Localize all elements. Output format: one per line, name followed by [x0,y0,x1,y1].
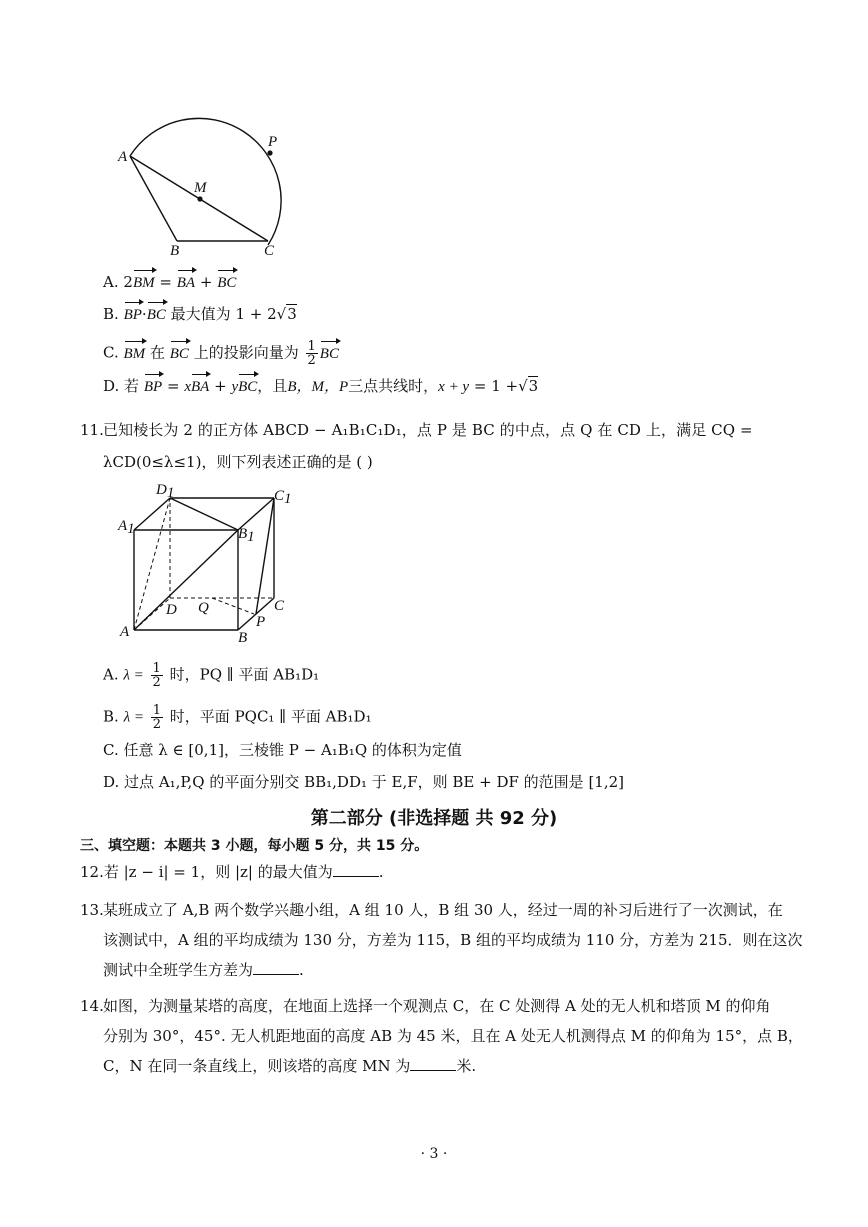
q11-option-c: C. 任意 λ ∈ [0,1]，三棱锥 P − A₁B₁Q 的体积为定值 [103,741,462,759]
label-A: A [118,149,128,165]
q13-line1: 某班成立了 A,B 两个数学兴趣小组，A 组 10 人，B 组 30 人，经过一周的补习后进行了一次测试，在 [103,901,783,919]
label-C: C [274,598,285,614]
label-A: A [120,624,130,640]
label-B: B [170,243,180,259]
label-D1: D1 [156,482,175,501]
point-P-dot [267,150,272,155]
q14-number: 14. [80,997,104,1015]
q10-option-c: C. BM 在 BC 上的投影向量为 $\frac{1}{2}$ BC [103,339,339,368]
q11-option-b: B. λ = $\frac{1}{2}$ 时，平面 PQC₁ ∥ 平面 AB₁D₁ [103,703,372,732]
q12: 12.若 |z − i| = 1，则 |z| 的最大值为 . [80,863,384,881]
section3-title: 三、填空题：本题共 3 小题，每小题 5 分，共 15 分。 [80,838,429,854]
figure-cube [112,480,302,645]
label-B1: B1 [238,526,255,545]
q12-answer-blank [333,862,379,877]
q13-line2: 该测试中，A 组的平均成绩为 130 分，方差为 115，B 组的平均成绩为 110 分，方差为 215．则在这次 [103,931,803,949]
label-D: D [166,602,177,618]
label-M: M [194,180,207,196]
point-M-dot [197,196,202,201]
q11-number: 11. [80,421,104,439]
label-P: P [256,614,266,630]
label-A1: A1 [118,518,135,537]
segment-D1B1 [170,498,238,530]
part2-heading: 第二部分 (非选择题 共 92 分) [310,808,558,829]
label-P: P [268,134,278,150]
q10-option-d: D. 若 BP = xBA + yBC，且B，M，P三点共线时，x + y = 1 +√3 [103,377,539,395]
label-B: B [238,630,248,645]
label-C1: C1 [274,488,292,507]
q10-option-b: B. BP·BC 最大值为 1 + 2√3 [103,305,297,323]
q14-answer-blank [410,1056,456,1071]
q13-number: 13. [80,901,104,919]
q11-option-d: D. 过点 A₁,P,Q 的平面分别交 BB₁,DD₁ 于 E,F，则 BE + DF 的范围是 [1,2] [103,773,625,791]
segment-AB1 [134,530,238,630]
segment-AB [130,156,177,241]
q14-line3: C，N 在同一条直线上，则该塔的高度 MN 为 米. [103,1057,477,1075]
label-C: C [264,243,275,259]
q14-line1: 如图，为测量某塔的高度，在地面上选择一个观测点 C，在 C 处测得 A 处的无人机和塔顶 M 的仰角 [103,997,771,1015]
segment-PC1 [256,498,274,614]
q11-line1: 已知棱长为 2 的正方体 ABCD − A₁B₁C₁D₁，点 P 是 BC 的中点，点 Q 在 CD 上，满足 CQ = [103,421,753,439]
segment-QP-dashed [212,598,254,614]
edge-A1D1 [134,498,170,530]
label-Q: Q [198,600,209,616]
q11-line2: λCD(0≤λ≤1)，则下列表述正确的是 ( ) [103,453,373,471]
q13-line3: 测试中全班学生方差为 . [103,961,304,979]
figure-semicircle [110,110,310,260]
segment-AD1-dashed [134,498,170,630]
q10-option-a: A. 2BM = BA + BC [103,273,237,291]
page-number: · 3 · [420,1146,448,1162]
q13-answer-blank [253,960,299,975]
q14-line2: 分别为 30°，45°. 无人机距地面的高度 AB 为 45 米，且在 A 处无人机测得点 M 的仰角为 15°，点 B， [103,1027,803,1045]
q11-option-a: A. λ = $\frac{1}{2}$ 时，PQ ∥ 平面 AB₁D₁ [103,661,320,690]
